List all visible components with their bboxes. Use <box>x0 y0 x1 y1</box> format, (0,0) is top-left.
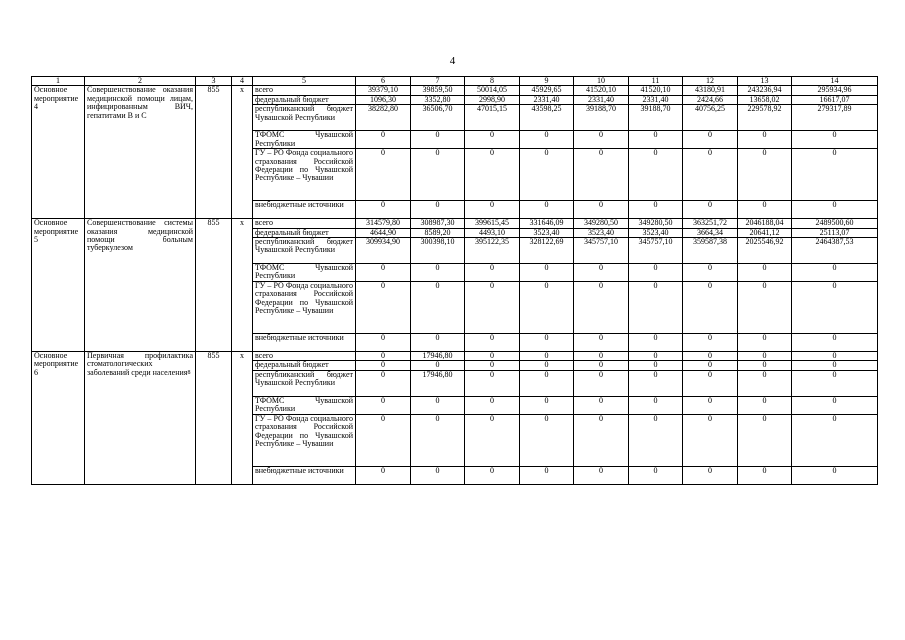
activity-label: Основное мероприятие 5 <box>32 219 85 352</box>
amount-cell: 0 <box>738 396 792 414</box>
financing-table <box>31 76 878 485</box>
amount-cell: 0 <box>465 282 520 334</box>
header-cell: 5 <box>253 77 356 86</box>
funding-source: федеральный бюджет <box>253 95 356 104</box>
amount-cell: 0 <box>465 131 520 149</box>
amount-cell: 0 <box>411 396 465 414</box>
amount-cell: 3523,40 <box>574 228 629 237</box>
header-cell: 6 <box>356 77 411 86</box>
amount-cell: 41520,10 <box>574 86 629 95</box>
amount-cell: 17946,80 <box>411 370 465 396</box>
funding-source: всего <box>253 352 356 361</box>
funding-source: республиканский бюджет Чувашской Республики <box>253 105 356 131</box>
amount-cell: 47015,15 <box>465 105 520 131</box>
activity-description <box>85 219 196 352</box>
header-cell: 12 <box>683 77 738 86</box>
amount-cell: 2046188,04 <box>738 219 792 228</box>
amount-cell: 0 <box>411 149 465 201</box>
amount-cell: 25113,07 <box>792 228 878 237</box>
funding-source: ТФОМС Чувашской Республики <box>253 131 356 149</box>
amount-cell: 0 <box>738 131 792 149</box>
amount-cell: 300398,10 <box>411 238 465 264</box>
amount-cell: 45929,65 <box>520 86 574 95</box>
amount-cell: 0 <box>738 201 792 219</box>
amount-cell: 43180,91 <box>683 86 738 95</box>
amount-cell: 0 <box>520 149 574 201</box>
amount-cell: 0 <box>574 131 629 149</box>
amount-cell: 349280,50 <box>574 219 629 228</box>
activity-mark: х <box>232 86 253 219</box>
amount-cell: 0 <box>629 396 683 414</box>
amount-cell: 0 <box>629 264 683 282</box>
activity-description <box>85 86 196 219</box>
amount-cell: 0 <box>629 201 683 219</box>
header-cell: 10 <box>574 77 629 86</box>
amount-cell: 0 <box>356 201 411 219</box>
amount-cell: 0 <box>520 201 574 219</box>
funding-source: ГУ – РО Фонда социального страхования Российской Федерации по Чувашской Республике – Чувашии <box>253 282 356 334</box>
amount-cell: 0 <box>629 466 683 484</box>
header-cell: 7 <box>411 77 465 86</box>
amount-cell: 3523,40 <box>520 228 574 237</box>
amount-cell: 0 <box>465 370 520 396</box>
amount-cell: 0 <box>738 361 792 370</box>
amount-cell: 0 <box>411 466 465 484</box>
activity-description-text: Первичная профилактика стоматологических заболеваний среди населения <box>87 351 193 377</box>
amount-cell: 0 <box>465 414 520 466</box>
amount-cell: 0 <box>629 352 683 361</box>
amount-cell: 0 <box>629 370 683 396</box>
amount-cell: 43598,25 <box>520 105 574 131</box>
amount-cell: 0 <box>792 334 878 352</box>
amount-cell: 0 <box>574 201 629 219</box>
amount-cell: 295934,96 <box>792 86 878 95</box>
funding-source: всего <box>253 86 356 95</box>
amount-cell: 2331,40 <box>520 95 574 104</box>
amount-cell: 345757,10 <box>574 238 629 264</box>
amount-cell: 0 <box>738 282 792 334</box>
amount-cell: 0 <box>792 414 878 466</box>
amount-cell: 2998,90 <box>465 95 520 104</box>
amount-cell: 50014,05 <box>465 86 520 95</box>
amount-cell: 0 <box>356 131 411 149</box>
amount-cell: 0 <box>629 149 683 201</box>
activity-description-text: Совершенствование оказания медицинской помощи лицам, инфицированным ВИЧ, гепатитами B и C <box>87 85 193 120</box>
amount-cell: 0 <box>465 361 520 370</box>
table-row <box>32 352 878 361</box>
amount-cell: 1096,30 <box>356 95 411 104</box>
amount-cell: 8589,20 <box>411 228 465 237</box>
amount-cell: 0 <box>356 264 411 282</box>
amount-cell: 0 <box>792 264 878 282</box>
amount-cell: 0 <box>683 352 738 361</box>
amount-cell: 0 <box>629 361 683 370</box>
funding-source: федеральный бюджет <box>253 228 356 237</box>
amount-cell: 0 <box>520 466 574 484</box>
amount-cell: 0 <box>792 149 878 201</box>
header-cell: 4 <box>232 77 253 86</box>
amount-cell: 349280,50 <box>629 219 683 228</box>
funding-source: ГУ – РО Фонда социального страхования Российской Федерации по Чувашской Республике – Чувашии <box>253 149 356 201</box>
amount-cell: 0 <box>792 466 878 484</box>
funding-source: республиканский бюджет Чувашской Республики <box>253 238 356 264</box>
amount-cell: 0 <box>520 396 574 414</box>
amount-cell: 0 <box>520 334 574 352</box>
amount-cell: 0 <box>411 334 465 352</box>
activity-label: Основное мероприятие 6 <box>32 352 85 485</box>
amount-cell: 0 <box>520 282 574 334</box>
amount-cell: 0 <box>792 361 878 370</box>
amount-cell: 0 <box>629 334 683 352</box>
amount-cell: 3523,40 <box>629 228 683 237</box>
activity-code: 855 <box>196 86 232 219</box>
amount-cell: 0 <box>356 334 411 352</box>
amount-cell: 0 <box>574 264 629 282</box>
amount-cell: 0 <box>411 282 465 334</box>
amount-cell: 0 <box>465 466 520 484</box>
amount-cell: 0 <box>574 466 629 484</box>
page-number: 4 <box>449 55 456 67</box>
amount-cell: 0 <box>738 414 792 466</box>
amount-cell: 0 <box>574 370 629 396</box>
amount-cell: 2489500,60 <box>792 219 878 228</box>
amount-cell: 243236,94 <box>738 86 792 95</box>
amount-cell: 2464387,53 <box>792 238 878 264</box>
amount-cell: 0 <box>683 370 738 396</box>
amount-cell: 0 <box>411 361 465 370</box>
amount-cell: 17946,80 <box>411 352 465 361</box>
amount-cell: 328122,69 <box>520 238 574 264</box>
amount-cell: 39859,50 <box>411 86 465 95</box>
amount-cell: 0 <box>465 334 520 352</box>
header-cell: 1 <box>32 77 85 86</box>
header-cell: 9 <box>520 77 574 86</box>
header-cell: 2 <box>85 77 196 86</box>
amount-cell: 4493,10 <box>465 228 520 237</box>
amount-cell: 0 <box>411 264 465 282</box>
amount-cell: 0 <box>683 201 738 219</box>
amount-cell: 0 <box>683 396 738 414</box>
amount-cell: 0 <box>683 264 738 282</box>
amount-cell: 0 <box>356 414 411 466</box>
amount-cell: 0 <box>683 149 738 201</box>
amount-cell: 0 <box>792 396 878 414</box>
funding-source: ГУ – РО Фонда социального страхования Российской Федерации по Чувашской Республике – Чувашии <box>253 414 356 466</box>
funding-source: ТФОМС Чувашской Республики <box>253 264 356 282</box>
amount-cell: 2025546,92 <box>738 238 792 264</box>
amount-cell: 0 <box>411 131 465 149</box>
amount-cell: 0 <box>792 370 878 396</box>
amount-cell: 0 <box>465 264 520 282</box>
amount-cell: 4644,90 <box>356 228 411 237</box>
amount-cell: 0 <box>629 414 683 466</box>
activity-label: Основное мероприятие 4 <box>32 86 85 219</box>
amount-cell: 0 <box>520 361 574 370</box>
amount-cell: 0 <box>465 201 520 219</box>
amount-cell: 0 <box>629 282 683 334</box>
amount-cell: 0 <box>683 466 738 484</box>
amount-cell: 0 <box>356 149 411 201</box>
amount-cell: 0 <box>465 396 520 414</box>
amount-cell: 0 <box>465 352 520 361</box>
amount-cell: 0 <box>520 370 574 396</box>
activity-mark: х <box>232 352 253 485</box>
amount-cell: 279317,89 <box>792 105 878 131</box>
header-row <box>32 77 878 86</box>
amount-cell: 331646,09 <box>520 219 574 228</box>
amount-cell: 38282,80 <box>356 105 411 131</box>
amount-cell: 0 <box>411 201 465 219</box>
amount-cell: 0 <box>520 131 574 149</box>
footnote-marker: 8 <box>187 369 191 376</box>
amount-cell: 0 <box>574 361 629 370</box>
table-row <box>32 86 878 95</box>
amount-cell: 0 <box>356 361 411 370</box>
amount-cell: 3352,80 <box>411 95 465 104</box>
amount-cell: 2331,40 <box>574 95 629 104</box>
activity-mark: х <box>232 219 253 352</box>
amount-cell: 0 <box>574 149 629 201</box>
funding-source: внебюджетные источники <box>253 466 356 484</box>
amount-cell: 13658,02 <box>738 95 792 104</box>
activity-description-text: Совершенствование системы оказания медицинской помощи больным туберкулезом <box>87 218 193 253</box>
amount-cell: 0 <box>738 334 792 352</box>
amount-cell: 0 <box>574 334 629 352</box>
funding-source: федеральный бюджет <box>253 361 356 370</box>
amount-cell: 0 <box>356 370 411 396</box>
amount-cell: 2424,66 <box>683 95 738 104</box>
amount-cell: 363251,72 <box>683 219 738 228</box>
amount-cell: 0 <box>356 282 411 334</box>
amount-cell: 0 <box>738 466 792 484</box>
amount-cell: 0 <box>356 396 411 414</box>
amount-cell: 0 <box>683 334 738 352</box>
amount-cell: 0 <box>574 414 629 466</box>
header-cell: 13 <box>738 77 792 86</box>
header-cell: 14 <box>792 77 878 86</box>
activity-description <box>85 352 196 485</box>
header-cell: 11 <box>629 77 683 86</box>
amount-cell: 0 <box>356 352 411 361</box>
amount-cell: 20641,12 <box>738 228 792 237</box>
amount-cell: 39379,10 <box>356 86 411 95</box>
amount-cell: 0 <box>738 264 792 282</box>
amount-cell: 0 <box>520 414 574 466</box>
funding-source: внебюджетные источники <box>253 201 356 219</box>
amount-cell: 0 <box>792 282 878 334</box>
funding-source: ТФОМС Чувашской Республики <box>253 396 356 414</box>
amount-cell: 308987,30 <box>411 219 465 228</box>
amount-cell: 309934,90 <box>356 238 411 264</box>
amount-cell: 0 <box>465 149 520 201</box>
table-row <box>32 219 878 228</box>
amount-cell: 314579,80 <box>356 219 411 228</box>
amount-cell: 39188,70 <box>574 105 629 131</box>
header-cell: 8 <box>465 77 520 86</box>
amount-cell: 0 <box>738 352 792 361</box>
amount-cell: 3664,34 <box>683 228 738 237</box>
amount-cell: 36506,70 <box>411 105 465 131</box>
amount-cell: 16617,07 <box>792 95 878 104</box>
amount-cell: 0 <box>792 201 878 219</box>
amount-cell: 0 <box>629 131 683 149</box>
amount-cell: 0 <box>683 282 738 334</box>
amount-cell: 40756,25 <box>683 105 738 131</box>
amount-cell: 359587,38 <box>683 238 738 264</box>
amount-cell: 345757,10 <box>629 238 683 264</box>
amount-cell: 0 <box>792 352 878 361</box>
amount-cell: 229578,92 <box>738 105 792 131</box>
amount-cell: 0 <box>574 352 629 361</box>
amount-cell: 2331,40 <box>629 95 683 104</box>
amount-cell: 0 <box>792 131 878 149</box>
funding-source: республиканский бюджет Чувашской Республики <box>253 370 356 396</box>
amount-cell: 0 <box>411 414 465 466</box>
activity-code: 855 <box>196 352 232 485</box>
header-cell: 3 <box>196 77 232 86</box>
amount-cell: 0 <box>738 370 792 396</box>
funding-source: всего <box>253 219 356 228</box>
amount-cell: 0 <box>356 466 411 484</box>
amount-cell: 0 <box>683 361 738 370</box>
amount-cell: 0 <box>683 414 738 466</box>
amount-cell: 0 <box>683 131 738 149</box>
amount-cell: 0 <box>520 264 574 282</box>
amount-cell: 0 <box>520 352 574 361</box>
amount-cell: 399615,45 <box>465 219 520 228</box>
funding-source: внебюджетные источники <box>253 334 356 352</box>
amount-cell: 395122,35 <box>465 238 520 264</box>
amount-cell: 0 <box>574 282 629 334</box>
amount-cell: 39188,70 <box>629 105 683 131</box>
activity-code: 855 <box>196 219 232 352</box>
amount-cell: 0 <box>738 149 792 201</box>
amount-cell: 41520,10 <box>629 86 683 95</box>
amount-cell: 0 <box>574 396 629 414</box>
